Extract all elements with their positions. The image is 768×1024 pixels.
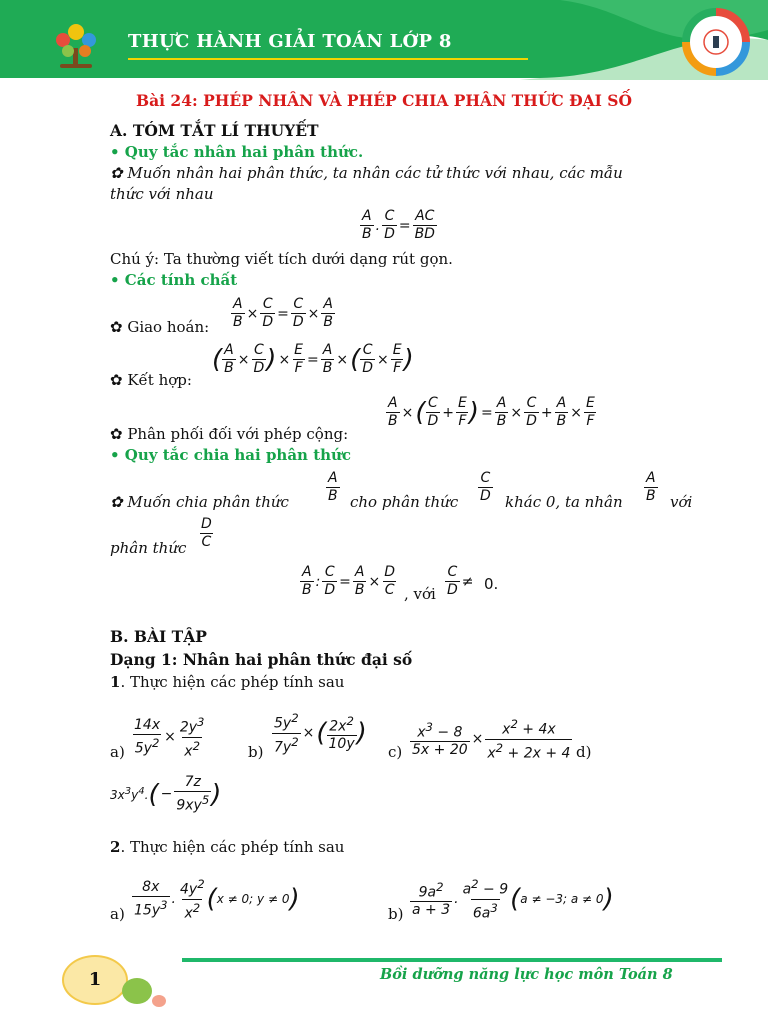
question-2-text: . Thực hiện các phép tính sau — [120, 838, 345, 856]
rule-divide-text-2: cho phân thức — [350, 493, 459, 511]
formula-distributive: $\frac{A}{B}$ ×( $\frac{C}{D}$ + $\frac{E}{F}$ ) = $\frac{A}{B}$ × $\frac{C}{D}$ + $\frac{A}{B}$ × $\frac{E}{F}$ — [388, 395, 595, 429]
formula-associative: ( $\frac{A}{B}$ × $\frac{C}{D}$ ) × $\frac{E}{F}$ = $\frac{A}{B}$ ×( $\frac{C}{D}$ × $\frac{E}{F}$ ) — [212, 342, 414, 376]
tree-logo-icon — [48, 20, 104, 70]
divide-condition-fraction: $\frac{C}{D}$ ≠ — [447, 564, 474, 598]
q1-expression-a: $\frac{14x}{5y^2}$ × $\frac{2y^3}{x^2}$ — [134, 715, 205, 760]
rule-divide-text-1: ✿ Muốn chia phân thức — [110, 493, 289, 511]
q2-expression-a: $\frac{8x}{15y^3}$ . $\frac{4y^2}{x^2}$ (x ≠ 0; y ≠ 0) — [134, 877, 300, 922]
q1-expression-d: $3x^3y^4$.( − $\frac{7z}{9xy^5}$ ) — [110, 774, 222, 814]
fraction-a-over-b: $\frac{A}{B}$ — [328, 470, 338, 504]
header-underline — [128, 58, 528, 60]
q2-label-a: a) — [110, 905, 125, 923]
question-1-number: 1 — [110, 673, 121, 691]
type1-heading: Dạng 1: Nhân hai phân thức đại số — [110, 650, 413, 669]
q2-label-b: b) — [388, 905, 404, 923]
formula-commutative: $\frac{A}{B}$ × $\frac{C}{D}$ = $\frac{C}{D}$ × $\frac{A}{B}$ — [233, 296, 333, 330]
team-circle-logo-icon — [680, 8, 752, 76]
q1-label-c: c) — [388, 743, 403, 761]
q1-label-d: d) — [576, 743, 592, 761]
decorative-dot-green — [122, 978, 152, 1004]
question-2-number: 2 — [110, 838, 121, 856]
formula-divide: $\frac{A}{B}$ : $\frac{C}{D}$ = $\frac{A}{B}$ × $\frac{D}{C}$ — [302, 564, 395, 598]
q1-expression-b: $\frac{5y^2}{7y^2}$ ×( $\frac{2x^2}{10y}$ ) — [274, 711, 367, 756]
rule-multiply-title: • Quy tắc nhân hai phân thức. — [110, 143, 364, 161]
footer-caption: Bồi dưỡng năng lực học môn Toán 8 — [380, 966, 673, 983]
header-title: THỰC HÀNH GIẢI TOÁN LỚP 8 — [128, 31, 452, 52]
question-2 — [110, 837, 344, 857]
section-b-heading: B. BÀI TẬP — [110, 627, 207, 646]
q1-label-a: a) — [110, 743, 125, 761]
rule-divide-text-5: phân thức — [110, 539, 187, 557]
question-1 — [110, 672, 344, 692]
q1-expression-c: $\frac{x^3 - 8}{5x + 20}$ × $\frac{x^2 + 4x}{x^2 + 2x + 4}$ — [412, 717, 571, 762]
rule-divide-text-4: với — [670, 493, 693, 511]
fraction-c-over-d: $\frac{C}{D}$ — [480, 470, 491, 504]
property-commutative-label: ✿ Giao hoán: — [110, 318, 210, 336]
footer-rule — [182, 958, 722, 962]
divide-condition-with: , với — [404, 585, 436, 603]
section-a-heading: A. TÓM TẮT LÍ THUYẾT — [110, 121, 319, 140]
lesson-title: Bài 24: PHÉP NHÂN VÀ PHÉP CHIA PHÂN THỨC ĐẠI SỐ — [136, 91, 632, 110]
note-reduced-form: Chú ý: Ta thường viết tích dưới dạng rút gọn. — [110, 250, 453, 268]
property-associative-label: ✿ Kết hợp: — [110, 371, 192, 389]
divide-condition-zero: 0. — [484, 575, 499, 593]
property-distributive-label: ✿ Phân phối đối với phép cộng: — [110, 425, 349, 443]
q2-expression-b: $\frac{9a^2}{a + 3}$ . $\frac{a^2 - 9}{6a^3}$ (a ≠ −3; a ≠ 0) — [412, 877, 614, 922]
rule-divide-text-3: khác 0, ta nhân — [505, 493, 623, 511]
rule-multiply-text-line2: thức với nhau — [110, 185, 214, 203]
formula-multiply: $\frac{A}{B}$ . $\frac{C}{D}$ = $\frac{AC}{BD}$ — [362, 208, 435, 242]
decorative-dot-pink — [152, 995, 166, 1007]
fraction-a-over-b-2: $\frac{A}{B}$ — [646, 470, 656, 504]
q1-label-b: b) — [248, 743, 264, 761]
fraction-d-over-c: $\frac{D}{C}$ — [201, 516, 212, 550]
page-number: 1 — [62, 955, 128, 1005]
properties-title: • Các tính chất — [110, 271, 238, 289]
rule-multiply-text-line1: ✿ Muốn nhân hai phân thức, ta nhân các tử thức với nhau, các mẫu — [110, 164, 623, 182]
rule-divide-title: • Quy tắc chia hai phân thức — [110, 446, 352, 464]
question-1-text: . Thực hiện các phép tính sau — [120, 673, 345, 691]
